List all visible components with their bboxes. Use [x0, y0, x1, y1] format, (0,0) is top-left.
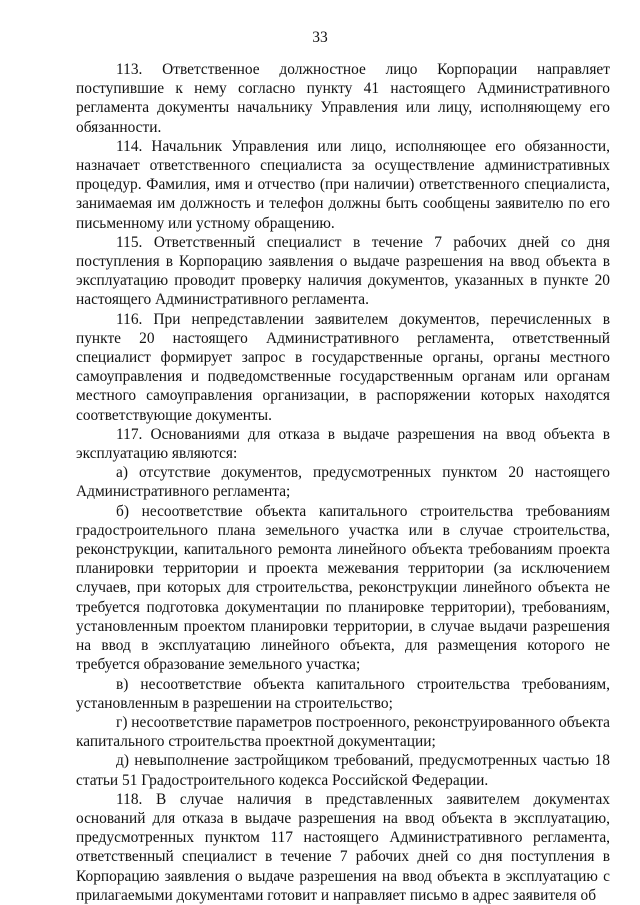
document-body: [76, 60, 610, 905]
paragraph-115: 115. Ответственный специалист в течение 7 рабочих дней со дня поступления в Корпорацию заявления о выдаче разрешения на ввод объекта в эксплуатацию проводит проверку наличия документов, указанных в пункте 20 настоящего Административного регламента.: [76, 233, 610, 309]
paragraph-118: 118. В случае наличия в представленных заявителем документах оснований для отказа в выдаче разрешения на ввод объекта в эксплуатацию, предусмотренных пунктом 117 настоящего Административного регламента, ответственный специалист в течение 7 рабочих дней со дня поступления в Корпорацию заявления о выдаче разрешения на ввод объекта в эксплуатацию с прилагаемыми документами готовит и направляет письмо в адрес заявителя об: [76, 790, 610, 904]
list-item-d: д) невыполнение застройщиком требований, предусмотренных частью 18 статьи 51 Градостроительного кодекса Российской Федерации.: [76, 752, 610, 789]
list-item-v: в) несоответствие объекта капитального строительства требованиям, установленным в разрешении на строительство;: [76, 675, 610, 712]
page-number: 33: [312, 29, 328, 46]
paragraph-114: 114. Начальник Управления или лицо, исполняющее его обязанности, назначает ответственного специалиста за осуществление административных процедур. Фамилия, имя и отчество (при наличии) ответственного специалиста, занимаемая им должность и телефон должны быть сообщены заявителю по его письменному или устному обращению.: [76, 137, 610, 232]
list-item-b: б) несоответствие объекта капитального строительства требованиям градостроительного плана земельного участка или в случае строительства, реконструкции, капитального ремонта линейного объекта требованиям проекта планировки территории и проекта межевания территории (за исключением случаев, при которых для строительства, реконструкции линейного объекта не требуется подготовка документации по планировке территории), требованиям, установленным проектом планировки территории, в случае выдачи разрешения на ввод в эксплуатацию линейного объекта, для размещения которого не требуется образование земельного участка;: [76, 502, 610, 674]
paragraph-113: 113. Ответственное должностное лицо Корпорации направляет поступившие к нему согласно пункту 41 настоящего Административного регламента документы начальнику Управления или лицу, исполняющему его обязанности.: [76, 61, 610, 136]
paragraph-116: 116. При непредставлении заявителем документов, перечисленных в пункте 20 настоящего Административного регламента, ответственный специалист формирует запрос в государственные органы, органы местного самоуправления и подведомственные государственным органам или органам местного самоуправления организации, в распоряжении которых находятся соответствующие документы.: [76, 310, 610, 424]
list-item-g: г) несоответствие параметров построенного, реконструированного объекта капитального строительства проектной документации;: [76, 713, 610, 751]
paragraph-117: 117. Основаниями для отказа в выдаче разрешения на ввод объекта в эксплуатацию являются:: [76, 425, 610, 463]
list-item-a: а) отсутствие документов, предусмотренных пунктом 20 настоящего Административного регламента;: [76, 464, 610, 501]
